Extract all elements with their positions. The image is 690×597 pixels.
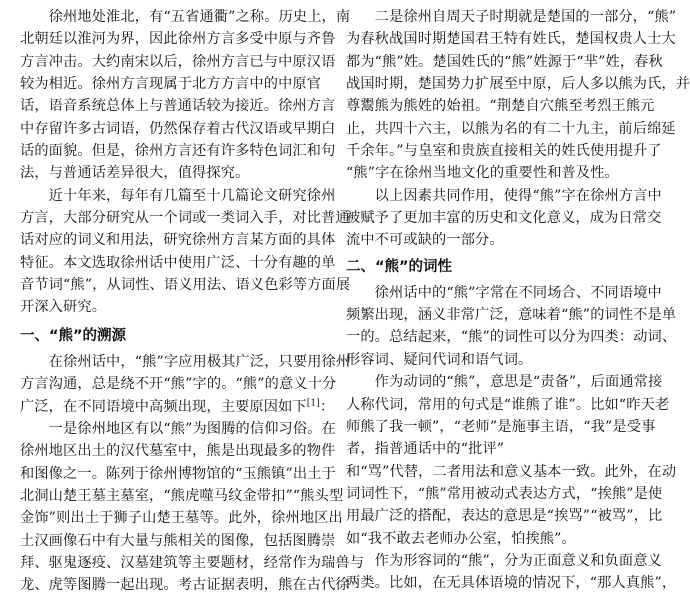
text-line: 音节词“熊”，从词性、语义用法、语义色彩等方面展 [20, 277, 351, 294]
text-line: 徐州话中的“熊”字常在不同场合、不同语境中 [346, 284, 662, 301]
citation-marker: [1] [306, 397, 320, 408]
text-line: 一是徐州地区有以“熊”为图腾的信仰习俗。在 [20, 420, 336, 437]
section-heading-origin: 一、“熊”的溯源 [20, 327, 127, 344]
text-line [20, 396, 335, 418]
text-line-part: ： [319, 398, 335, 415]
text-line: 和“骂”代替，二者用法和意义基本一致。此外，在动 [346, 463, 677, 480]
text-line: 千余年。”与皇室和贵族直接相关的姓氏使用提升了 [346, 143, 662, 160]
text-line: 止，共四十六主，以熊为名的有二十九主，前后绵延 [346, 120, 676, 137]
text-line-part: 广泛，在不同语境中高频出现，主要原因如下 [20, 398, 307, 415]
text-line: 北朝廷以淮河为界，因此徐州方言多受中原与齐鲁 [20, 31, 336, 48]
text-line: 金饰”则出土于狮子山楚王墓等。此外，徐州地区出 [20, 510, 343, 527]
text-line: 土汉画像石中有大量与熊相关的图像，包括图腾崇 [20, 532, 336, 549]
text-line: 方言沟通，总是绕不开“熊”字的。“熊”的意义十分 [20, 376, 337, 393]
text-line: 特征。本文选取徐州话中使用广泛、十分有趣的单 [20, 254, 336, 271]
text-line: 徐州地处淮北，有“五省通衢”之称。历史上，南 [20, 9, 351, 25]
text-line: 话的面貌。但是，徐州方言还有许多特色词汇和句 [20, 143, 336, 160]
text-line: 方言冲击。大约南宋以后，徐州方言已与中原汉语 [20, 53, 336, 70]
text-line: 人称代词，常用的句式是“谁熊了谁”。比如“昨天老 [346, 396, 670, 413]
text-line: 作为动词的“熊”，意思是“责备”，后面通常接 [346, 374, 663, 391]
intro-paragraph-1 [20, 6, 351, 185]
origin-paragraph-1 [20, 351, 351, 418]
text-line: 作为形容词的“熊”，分为正面意义和负面意义 [346, 552, 662, 569]
text-line: “熊”字在徐州当地文化的重要性和普及性。 [346, 165, 619, 182]
text-line: 如“我不敢去老师办公室，怕挨熊”。 [346, 530, 576, 547]
text-line: 词词性下，“熊”常用被动式表达方式，“挨熊”是使 [346, 485, 663, 502]
text-line: 为春秋战国时期楚国君王特有姓氏，楚国权贵人士大 [346, 31, 676, 48]
text-line: 较为相近。徐州方言现属于北方方言中的中原官 [20, 76, 322, 93]
text-line: 近十年来，每年有几篇至十几篇论文研究徐州 [20, 187, 336, 204]
text-line: 话对应的词义和用法，研究徐州方言某方面的具体 [20, 232, 336, 249]
text-line: 在徐州话中，“熊”字应用极其广泛，只要用徐州 [20, 353, 351, 370]
text-line: 和图像之一。陈列于徐州博物馆的“玉熊镇”出土于 [20, 465, 336, 482]
text-line: 以上因素共同作用，使得“熊”字在徐州方言中 [346, 187, 662, 204]
text-line: 尊鬻熊为熊姓的始祖。“荆楚自穴熊至考烈王熊元 [346, 98, 655, 115]
text-line: 拜、驱鬼逐疫、汉墓建筑等主要题材，经常作为瑞兽与 [20, 554, 365, 571]
pos-paragraph-2 [346, 371, 677, 550]
origin-paragraph-4 [346, 185, 662, 252]
origin-paragraph-3 [346, 6, 690, 185]
left-column [20, 6, 365, 597]
text-line: 方言，大部分研究从一个词或一类词入手，对比普通 [20, 210, 350, 227]
text-line: 战国时期，楚国势力扩展至中原，后人多以熊为氏，并 [346, 76, 690, 93]
text-line: 中存留许多古词语，仍然保存着古代汉语或早期白 [20, 120, 336, 137]
right-column [346, 6, 690, 595]
text-line: 用最广泛的搭配，表达的意思是“挨骂”“被骂”，比 [346, 508, 663, 525]
text-line: 流中不可或缺的一部分。 [346, 232, 504, 249]
text-line: 频繁出现，涵义非常广泛，意味着“熊”的词性不是单 [346, 307, 677, 324]
text-line: 两类。比如，在无具体语境的情况下，“那人真熊”， [346, 575, 677, 592]
text-line: 师熊了我一顿”，“老师”是施事主语，“我”是受事 [346, 418, 656, 435]
text-line: 形容词、疑问代词和语气词。 [346, 351, 533, 368]
text-line: 北洞山楚王墓主墓室，“熊虎噬马纹金带扣”“熊头型 [20, 487, 344, 504]
text-line: 者，指普通话中的“批评” [346, 441, 505, 458]
text-line: 开深入研究。 [20, 299, 107, 316]
text-line: 二是徐州自周天子时期就是楚国的一部分，“熊” [346, 9, 677, 25]
text-line: 龙、虎等图腾一起出现。考古证据表明，熊在古代徐 [20, 577, 350, 594]
intro-paragraph-2 [20, 185, 351, 319]
text-line: 法，与普通话差异很大，值得探究。 [20, 165, 250, 182]
text-line: 都为“熊”姓。楚国姓氏的“熊”姓源于“芈”姓，春秋 [346, 53, 663, 70]
text-line: 一的。总结起来，“熊”的词性可以分为四类：动词、 [346, 329, 677, 346]
text-line: 话，语音系统总体上与普通话较为接近。徐州方言 [20, 98, 336, 115]
text-line: 徐州地区出土的汉代墓室中，熊是出现最多的物件 [20, 443, 336, 460]
text-line: 被赋予了更加丰富的历史和文化意义，成为日常交 [346, 210, 662, 227]
origin-paragraph-2 [20, 418, 365, 597]
pos-paragraph-1 [346, 282, 677, 371]
section-heading-part-of-speech: 二、“熊”的词性 [346, 258, 453, 275]
pos-paragraph-3 [346, 550, 677, 595]
